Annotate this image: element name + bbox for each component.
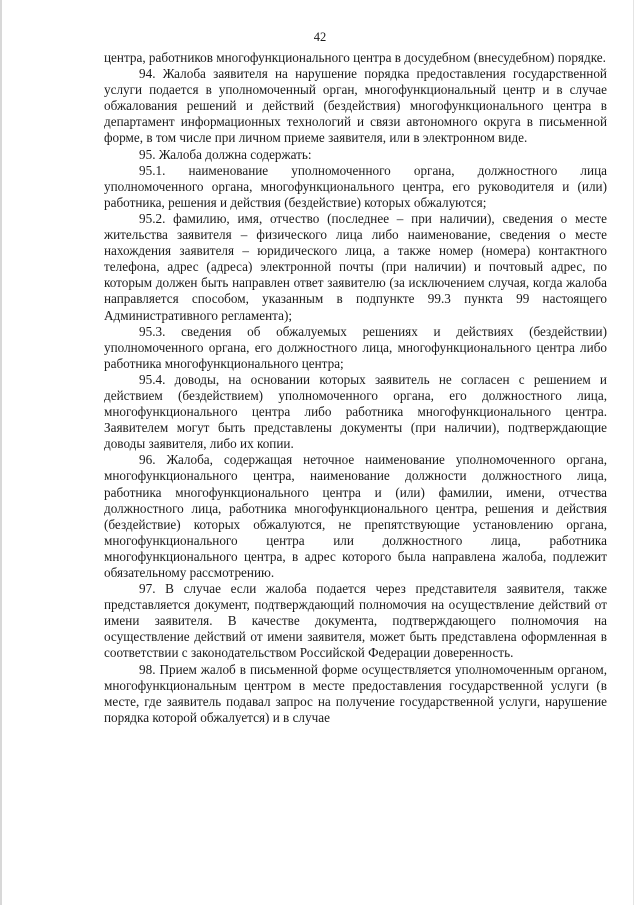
paragraph-95: 95. Жалоба должна содержать:: [139, 146, 312, 162]
paragraph-98: 98. Прием жалоб в письменной форме осуществляется уполномоченным органом, многофункциональным центром в месте предоставления государственной услуги (в месте, где заявитель подавал запрос на получение государственной услуги, нарушение порядка которой обжалуется) и в случае: [104, 661, 607, 725]
paragraph-95-4: 95.4. доводы, на основании которых заявитель не согласен с решением и действием (бездействием) уполномоченного органа, его должностного лица, многофункционального центра либо работника многофункционального центра. Заявителем могут быть представлены документы (при наличии), подтверждающие доводы заявителя, либо их копии.: [104, 371, 607, 452]
paragraph-94: 94. Жалоба заявителя на нарушение порядка предоставления государственной услуги подается в уполномоченный орган, многофункциональный центр и в случае обжалования решений и действий (бездействия) многофункционального центра в департамент информационных технологий и связи автономного округа в письменной форме, в том числе при личном приеме заявителя, или в электронном виде.: [104, 66, 607, 146]
paragraph-95-1: 95.1. наименование уполномоченного органа, должностного лица уполномоченного органа, многофункционального центра, его руководителя и (или) работника, решения и действия (бездействие) которых обжалуются;: [104, 162, 607, 210]
page-number: 42: [313, 30, 327, 44]
paragraph-95-3: 95.3. сведения об обжалуемых решениях и действиях (бездействии) уполномоченного органа, его должностного лица, многофункционального центра либо работника многофункционального центра;: [104, 323, 607, 371]
paragraph-continuation: центра, работников многофункционального центра в досудебном (внесудебном) порядке.: [104, 50, 606, 65]
paragraph-97: 97. В случае если жалоба подается через представителя заявителя, также представляется документ, подтверждающий полномочия на осуществление действий от имени заявителя. В качестве документа, подтверждающего полномочия на осуществление действий от имени заявителя, может быть представлена оформленная в соответствии с законодательством Российской Федерации доверенность.: [104, 581, 607, 661]
scan-edge-left: [0, 0, 2, 905]
document-body: [104, 50, 607, 726]
paragraph-96: 96. Жалоба, содержащая неточное наименование уполномоченного органа, многофункционального центра, наименование должности должностного лица, работника многофункционального центра и (или) фамилии, имени, отчества должностного лица, работника многофункционального центра, решения и действия (бездействие) которых обжалуются, не препятствующие установлению органа, многофункционального центра или должностного лица, работника многофункционального центра, в адрес которого была направлена жалоба, подлежит обязательному рассмотрению.: [104, 452, 607, 580]
paragraph-95-2: 95.2. фамилию, имя, отчество (последнее – при наличии), сведения о месте жительства заявителя – физического лица либо наименование, сведения о месте нахождения заявителя – юридического лица, а также номер (номера) контактного телефона, адрес (адреса) электронной почты (при наличии) и почтовый адрес, по которым должен быть направлен ответ заявителю (за исключением случая, когда жалоба направляется способом, указанным в подпункте 99.3 пункта 99 настоящего Административного регламента);: [104, 210, 607, 323]
scan-edge-right: [633, 0, 634, 905]
